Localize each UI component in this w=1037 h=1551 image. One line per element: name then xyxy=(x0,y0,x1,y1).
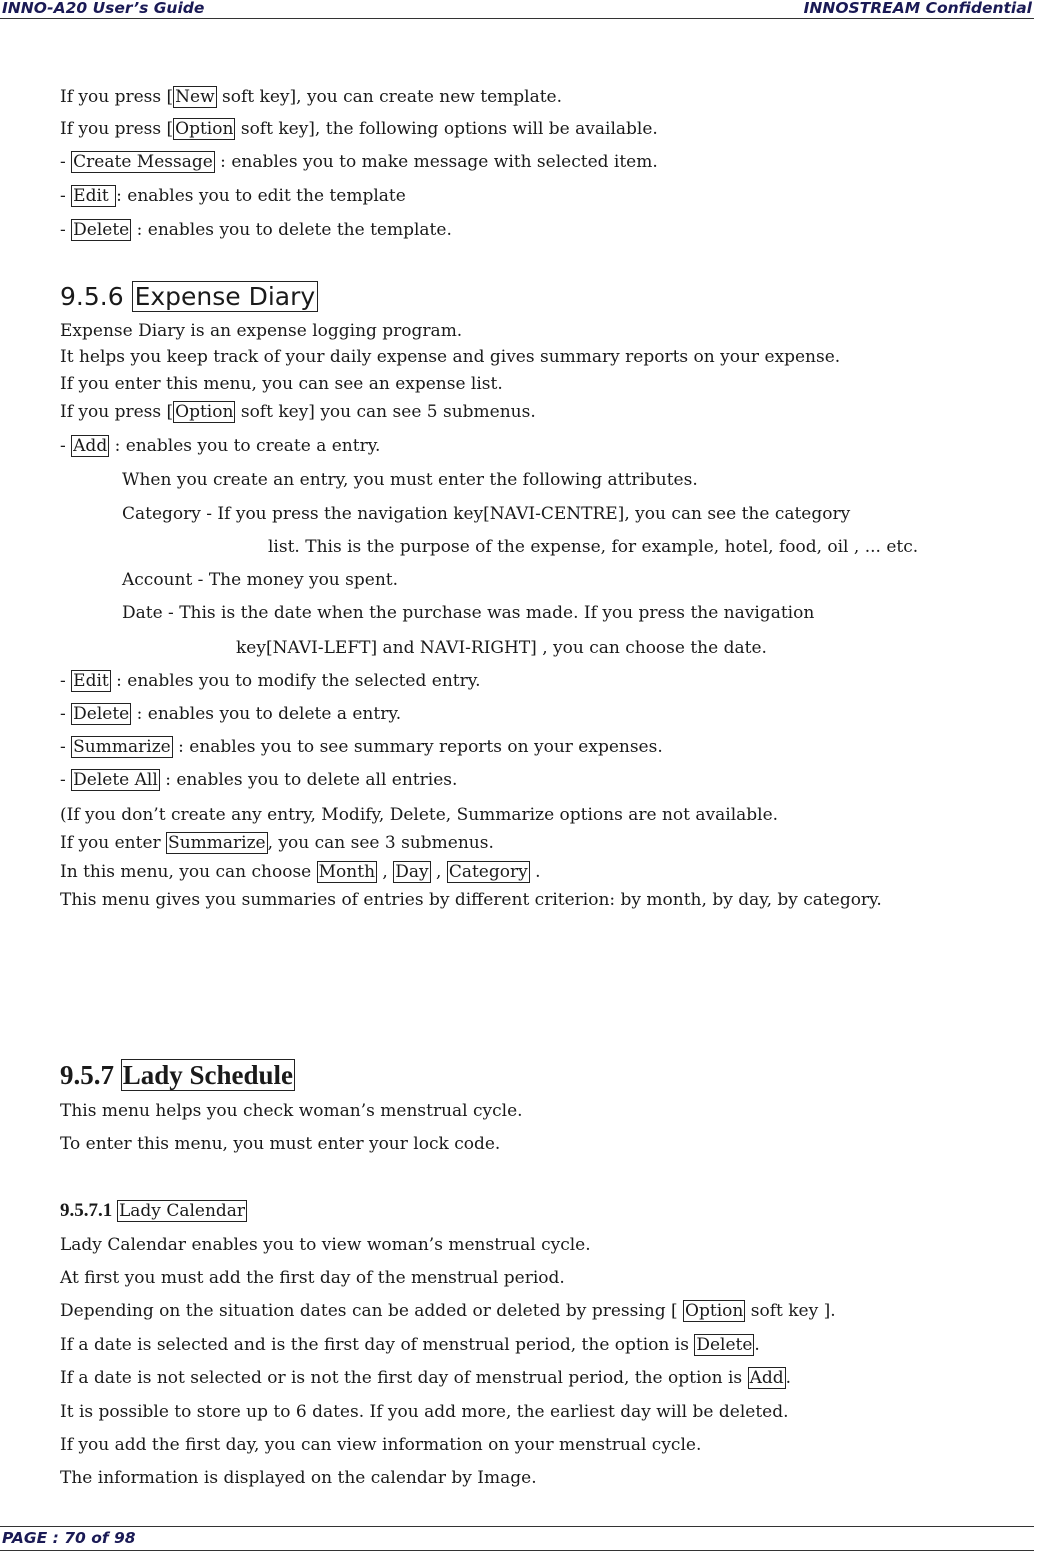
expense-note: (If you don’t create any entry, Modify, Delete, Summarize options are not available. xyxy=(60,805,779,825)
expense-attrs: When you create an entry, you must enter the following attributes. xyxy=(122,470,698,490)
expense-category-2: list. This is the purpose of the expense, for example, hotel, food, oil , ... etc. xyxy=(268,537,919,557)
page-number: PAGE : 70 of 98 xyxy=(2,1529,136,1547)
expense-delete-line: - Delete : enables you to delete a entry. xyxy=(60,704,402,724)
lady-c6: It is possible to store up to 6 dates. If you add more, the earliest day will be deleted. xyxy=(60,1402,789,1422)
new-key-label: New xyxy=(175,87,215,107)
month-label: Month xyxy=(318,862,376,882)
expense-date-1: Date - This is the date when the purchase was made. If you press the navigation xyxy=(122,603,815,623)
lady-calendar-heading: 9.5.7.1 Lady Calendar xyxy=(60,1200,246,1221)
expense-summarize-enter: If you enter Summarize , you can see 3 submenus. xyxy=(60,833,494,853)
lady-p2: To enter this menu, you must enter your lock code. xyxy=(60,1134,501,1154)
delete-label: Delete xyxy=(73,220,130,240)
expense-p3: If you enter this menu, you can see an expense list. xyxy=(60,374,503,394)
header-doc-title: INNO-A20 User’s Guide xyxy=(2,0,205,17)
expense-p4: If you press [ Option soft key] you can see 5 submenus. xyxy=(60,402,536,422)
expense-edit-line: - Edit : enables you to modify the selected entry. xyxy=(60,671,481,691)
create-message-label: Create Message xyxy=(73,152,213,172)
lady-c4: If a date is selected and is the first day of menstrual period, the option is Delete . xyxy=(60,1335,760,1355)
expense-summarize-line: - Summarize : enables you to see summary reports on your expenses. xyxy=(60,737,663,757)
expense-category-1: Category - If you press the navigation key[NAVI-CENTRE], you can see the category xyxy=(122,504,851,524)
template-option-line: If you press [ Option soft key], the following options will be available. xyxy=(60,119,658,139)
lady-c3: Depending on the situation dates can be added or deleted by pressing [ Option soft key ]. xyxy=(60,1301,836,1321)
edit-label: Edit xyxy=(73,186,115,206)
template-delete-line: - Delete : enables you to delete the template. xyxy=(60,220,452,240)
expense-date-2: key[NAVI-LEFT] and NAVI-RIGHT] , you can choose the date. xyxy=(236,638,767,658)
lady-c1: Lady Calendar enables you to view woman’s menstrual cycle. xyxy=(60,1235,591,1255)
lady-c5: If a date is not selected or is not the first day of menstrual period, the option is Add . xyxy=(60,1368,792,1388)
expense-diary-heading: 9.5.6 Expense Diary xyxy=(60,280,318,314)
expense-p2: It helps you keep track of your daily expense and gives summary reports on your expense. xyxy=(60,347,841,367)
page-header xyxy=(0,0,1034,19)
day-label: Day xyxy=(395,862,429,882)
template-new-line: If you press [ New soft key], you can create new template. xyxy=(60,87,563,107)
expense-gives: This menu gives you summaries of entries by different criterion: by month, by day, by category. xyxy=(60,890,882,910)
header-confidential: INNOSTREAM Confidential xyxy=(803,0,1032,17)
expense-p1: Expense Diary is an expense logging program. xyxy=(60,321,463,341)
expense-add-line: - Add : enables you to create a entry. xyxy=(60,436,381,456)
template-edit-line: - Edit : enables you to edit the template xyxy=(60,186,406,206)
lady-schedule-heading: 9.5.7 Lady Schedule xyxy=(60,1060,294,1090)
option-key-label: Option xyxy=(175,119,234,139)
lady-c2: At first you must add the first day of the menstrual period. xyxy=(60,1268,565,1288)
template-create-message-line: - Create Message : enables you to make message with selected item. xyxy=(60,152,658,172)
lady-c7: If you add the first day, you can view information on your menstrual cycle. xyxy=(60,1435,702,1455)
category-label: Category xyxy=(448,862,528,882)
expense-choose: In this menu, you can choose Month , Day , Category . xyxy=(60,862,541,882)
lady-p1: This menu helps you check woman’s menstrual cycle. xyxy=(60,1101,523,1121)
expense-deleteall-line: - Delete All : enables you to delete all entries. xyxy=(60,770,458,790)
lady-c8: The information is displayed on the calendar by Image. xyxy=(60,1468,537,1488)
expense-account: Account - The money you spent. xyxy=(122,570,399,590)
page-footer xyxy=(0,1526,1034,1551)
